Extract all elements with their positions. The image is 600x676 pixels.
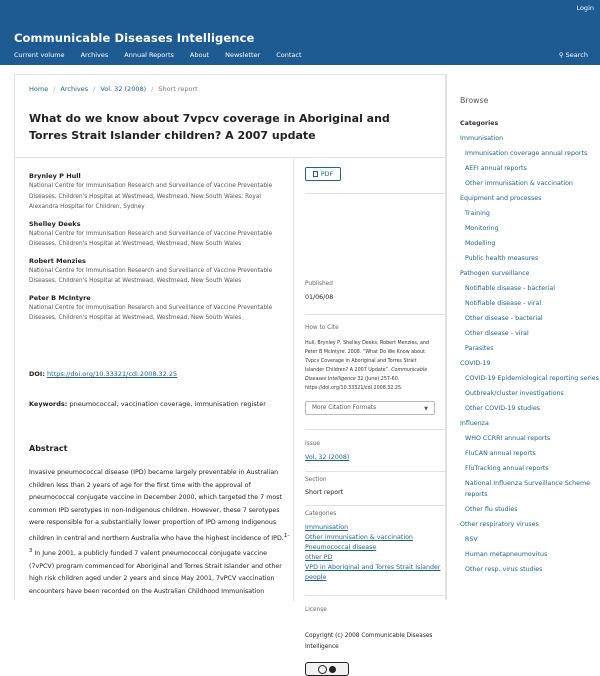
- nav-archives[interactable]: Archives: [80, 51, 109, 59]
- sidebar-category-item[interactable]: Training: [465, 210, 490, 217]
- sidebar-category-list: [460, 134, 600, 580]
- sidebar-category-item[interactable]: Immunisation: [460, 135, 504, 142]
- details-divider: [305, 314, 445, 315]
- nav-current-volume[interactable]: Current volume: [14, 51, 65, 59]
- sidebar-category-item[interactable]: Other disease - viral: [465, 330, 529, 337]
- nav-newsletter[interactable]: Newsletter: [225, 51, 261, 59]
- abstract-part2: In June 2001, a publicly funded 7 valent pneumococcal conjugate vaccine (7vPCV) program commenced for Aboriginal and Torres Strait Islander and other high risk children aged under 2 years and since May 2001, 7vPCV vaccination encounters have been recorded on the Australian Childhood Immunisation: [29, 550, 282, 595]
- details-divider: [305, 595, 445, 596]
- sidebar-category-item[interactable]: Notifiable disease - viral: [465, 300, 542, 307]
- published-label: Published: [305, 281, 333, 287]
- sidebar-category-item[interactable]: RSV: [465, 535, 478, 543]
- doi-row: [29, 370, 177, 378]
- author-affiliation: National Centre for Immunisation Research and Surveillance of Vaccine Preventable Diseases, Children's Hospital at Westmead, Westmead, New South Wales: [29, 267, 273, 284]
- details-divider: [305, 429, 445, 430]
- breadcrumb-issue[interactable]: Vol. 32 (2008): [100, 85, 147, 93]
- author-entry: [29, 171, 291, 213]
- published-value: 01/06/08: [305, 294, 334, 301]
- site-title[interactable]: Communicable Diseases Intelligence: [14, 31, 255, 45]
- search-link[interactable]: [559, 51, 588, 59]
- sidebar-category-item[interactable]: Other immunisation & vaccination: [465, 180, 573, 187]
- sidebar-category-item[interactable]: Pathogen surveillance: [460, 270, 530, 277]
- sidebar-category-item[interactable]: Other resp. virus studies: [465, 565, 543, 573]
- sidebar-category-item[interactable]: Other COVID-19 studies: [465, 405, 541, 412]
- sidebar-category-item[interactable]: COVID-19: [460, 360, 491, 367]
- sidebar-category-item[interactable]: COVID-19 Epidemiological reporting series: [465, 375, 599, 382]
- column-divider: [293, 158, 294, 601]
- section-label: Section: [305, 477, 327, 483]
- details-divider: [305, 505, 445, 506]
- author-name: Brynley P Hull: [29, 172, 81, 180]
- author-name: Peter B McIntyre: [29, 293, 91, 302]
- doi-link[interactable]: https://doi.org/10.33321/cdi.2008.32.25: [47, 370, 178, 378]
- sidebar-category-item[interactable]: Human metapneumovirus: [465, 550, 548, 558]
- sidebar-category-item[interactable]: Public health measures: [465, 255, 539, 262]
- sidebar-category-item[interactable]: Notifiable disease - bacterial: [465, 285, 556, 292]
- details-divider: [305, 193, 445, 194]
- nav-annual-reports[interactable]: Annual Reports: [124, 51, 174, 59]
- sidebar-category-item[interactable]: National Influenza Surveillance Scheme reports: [465, 480, 591, 498]
- breadcrumb-archives[interactable]: Archives: [60, 85, 89, 93]
- cite-label: How to Cite: [305, 325, 339, 331]
- sidebar-category-item[interactable]: Other respiratory viruses: [460, 520, 539, 528]
- search-label: Search: [565, 51, 588, 59]
- category-link[interactable]: Immunisation: [305, 524, 349, 531]
- sidebar-category-item[interactable]: WHO CCRRI annual reports: [465, 435, 551, 442]
- title-divider: [15, 157, 445, 158]
- abstract-text: [29, 467, 291, 598]
- license-label: License: [305, 607, 327, 613]
- author-affiliation: National Centre for Immunisation Research and Surveillance of Vaccine Preventable Diseases, Children's Hospital at Westmead, Westmead, New South Wales: [29, 230, 273, 247]
- pdf-label: PDF: [320, 170, 334, 178]
- sidebar-category-item[interactable]: Equipment and processes: [460, 195, 542, 202]
- abstract-part1: Invasive pneumococcal disease (IPD) became largely preventable in Australian children less than 2 years of age for the first time with the approval of pneumococcal conjugate vaccine in December 2000, which targeted the 7 most common IPD serotypes in non-Indigenous children. However, these 7 serotypes were responsible for a substantially lower proportion of IPD among Indigenous children in central and northern Australia who have the highest incidence of IPD.: [29, 469, 284, 542]
- breadcrumb-separator: /: [93, 85, 96, 93]
- citation-journal: Communicable Diseases Intelligence: [305, 368, 428, 382]
- chevron-down-icon: ▼: [424, 406, 428, 412]
- category-link[interactable]: Pneumococcal disease: [305, 544, 377, 551]
- sidebar-category-item[interactable]: Outbreak/cluster investigations: [465, 390, 564, 397]
- document-icon: [313, 171, 318, 177]
- author-name: Robert Menzies: [29, 256, 86, 265]
- category-links: [305, 523, 445, 583]
- author-entry: [29, 293, 291, 324]
- keywords-value: pneumococcal, vaccination coverage, immunisation register: [69, 400, 266, 408]
- breadcrumb-separator: /: [151, 85, 154, 93]
- sidebar-category-item[interactable]: AEFI annual reports: [465, 165, 527, 172]
- issue-label: Issue: [305, 441, 320, 447]
- sidebar-category-item[interactable]: Other disease - bacterial: [465, 315, 543, 322]
- cc-license-badge[interactable]: [305, 662, 349, 676]
- site-header: [0, 0, 600, 65]
- sidebar-category-item[interactable]: Modelling: [465, 240, 496, 247]
- details-divider: [305, 471, 445, 472]
- issue-link[interactable]: Vol. 32 (2008): [305, 454, 350, 461]
- by-icon: [329, 666, 336, 673]
- citation-tail: 32 (June):257-60. https://doi.org/10.33321/cdi.2008.32.25.: [305, 377, 403, 391]
- category-link[interactable]: other PD: [305, 554, 333, 561]
- author-entry: [29, 256, 291, 287]
- breadcrumb-home[interactable]: Home: [29, 85, 49, 93]
- categories-label: Categories: [305, 511, 337, 517]
- sidebar-browse-heading: Browse: [460, 96, 489, 105]
- citation-formats-dropdown[interactable]: [305, 401, 435, 415]
- article-card: [14, 74, 446, 650]
- sidebar-category-item[interactable]: Other flu studies: [465, 505, 518, 513]
- author-entry: [29, 219, 291, 250]
- cc-icon: [318, 665, 327, 674]
- sidebar-category-item[interactable]: Influenza: [460, 420, 489, 427]
- login-link[interactable]: Login: [576, 4, 594, 12]
- nav-contact[interactable]: Contact: [276, 51, 302, 59]
- breadcrumb: [29, 85, 198, 93]
- sidebar: [446, 74, 600, 600]
- citation-plain: Hull, Brynley P, Shelley Deeks, Robert Menzies, and Peter B McIntyre. 2008. “What Do We Know about 7vpcv Coverage in Aboriginal and Torres Strait Islander Children? A 2007 Update”.: [305, 341, 429, 373]
- keywords-label: Keywords:: [29, 400, 68, 408]
- nav-about[interactable]: About: [189, 51, 210, 59]
- doi-label: DOI:: [29, 370, 45, 378]
- breadcrumb-current: Short report: [158, 85, 198, 93]
- citation-formats-label: More Citation Formats: [312, 405, 377, 411]
- abstract-citation: 1–3: [29, 532, 290, 555]
- section-value: Short report: [305, 489, 344, 496]
- author-affiliation: National Centre for Immunisation Research and Surveillance of Vaccine Preventable Diseases, Children's Hospital at Westmead, Westmead, New South Wales; Royal Alexandra Hospital for Children, Sydney: [29, 183, 273, 210]
- category-link[interactable]: VPD in Aboriginal and Torres Strait Islander people: [305, 564, 441, 581]
- category-link[interactable]: Other immunisation & vaccination: [305, 534, 413, 541]
- license-value: Copyright (c) 2008 Communicable Diseases Intelligence: [305, 633, 433, 650]
- author-list: [29, 171, 291, 330]
- breadcrumb-separator: /: [53, 85, 56, 93]
- author-name: Shelley Deeks: [29, 219, 81, 228]
- keywords-row: [29, 400, 266, 408]
- main-nav: [14, 51, 318, 59]
- search-icon: ⚲: [558, 51, 564, 59]
- sidebar-category-item[interactable]: Immunisation coverage annual reports: [465, 150, 588, 157]
- article-title: What do we know about 7vpcv coverage in Aboriginal and Torres Strait Islander children? A 2007 update: [29, 112, 390, 142]
- sidebar-category-item[interactable]: FluCAN annual reports: [465, 450, 536, 457]
- abstract-heading: Abstract: [29, 444, 68, 453]
- sidebar-category-item[interactable]: Monitoring: [465, 225, 499, 232]
- sidebar-category-item[interactable]: Parasites: [465, 345, 494, 352]
- pdf-button[interactable]: [305, 167, 341, 181]
- citation-text: [305, 339, 437, 393]
- sidebar-categories-heading: Categories: [460, 120, 499, 127]
- sidebar-category-item[interactable]: FluTracking annual reports: [465, 465, 549, 472]
- author-affiliation: National Centre for Immunisation Research and Surveillance of Vaccine Preventable Diseases, Children's Hospital at Westmead, Westmead, New South Wales: [29, 304, 273, 321]
